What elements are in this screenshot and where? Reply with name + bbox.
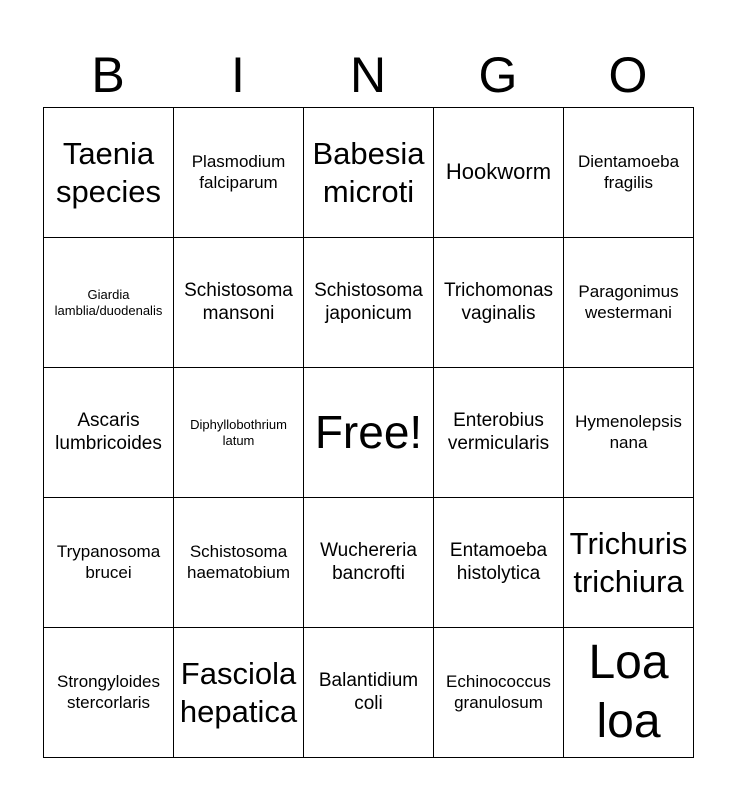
bingo-cell: Fasciola hepatica <box>173 627 303 757</box>
header-letter-b: B <box>91 47 125 103</box>
bingo-cell: Schistosoma haematobium <box>173 497 303 627</box>
bingo-cell: Paragonimus westermani <box>563 237 693 367</box>
bingo-cell: Ascaris lumbricoides <box>43 367 173 497</box>
bingo-cell: Babesia microti <box>303 107 433 237</box>
header-letter-i: I <box>231 47 245 103</box>
bingo-cell: Schistosoma japonicum <box>303 237 433 367</box>
bingo-cell: Schistosoma mansoni <box>173 237 303 367</box>
bingo-header <box>43 46 693 104</box>
bingo-cell: Hookworm <box>433 107 563 237</box>
bingo-cell: Strongyloides stercorlaris <box>43 627 173 757</box>
header-letter-o: O <box>608 47 648 103</box>
bingo-cell: Diphyllobothrium latum <box>173 367 303 497</box>
free-space-cell: Free! <box>303 367 433 497</box>
bingo-cell: Dientamoeba fragilis <box>563 107 693 237</box>
bingo-cell: Loa loa <box>563 627 693 757</box>
bingo-cell: Enterobius vermicularis <box>433 367 563 497</box>
bingo-cell: Trichuris trichiura <box>563 497 693 627</box>
bingo-cell: Plasmodium falciparum <box>173 107 303 237</box>
bingo-card-grid <box>43 107 694 758</box>
bingo-cell: Giardia lamblia/duodenalis <box>43 237 173 367</box>
bingo-cell: Trichomonas vaginalis <box>433 237 563 367</box>
bingo-cell: Trypanosoma brucei <box>43 497 173 627</box>
bingo-cell: Entamoeba histolytica <box>433 497 563 627</box>
bingo-cell: Echinococcus granulosum <box>433 627 563 757</box>
bingo-cell: Hymenolepsis nana <box>563 367 693 497</box>
bingo-cell: Taenia species <box>43 107 173 237</box>
header-letter-n: N <box>349 47 387 103</box>
bingo-cell: Balantidium coli <box>303 627 433 757</box>
header-letter-g: G <box>478 47 518 103</box>
bingo-cell: Wuchereria bancrofti <box>303 497 433 627</box>
